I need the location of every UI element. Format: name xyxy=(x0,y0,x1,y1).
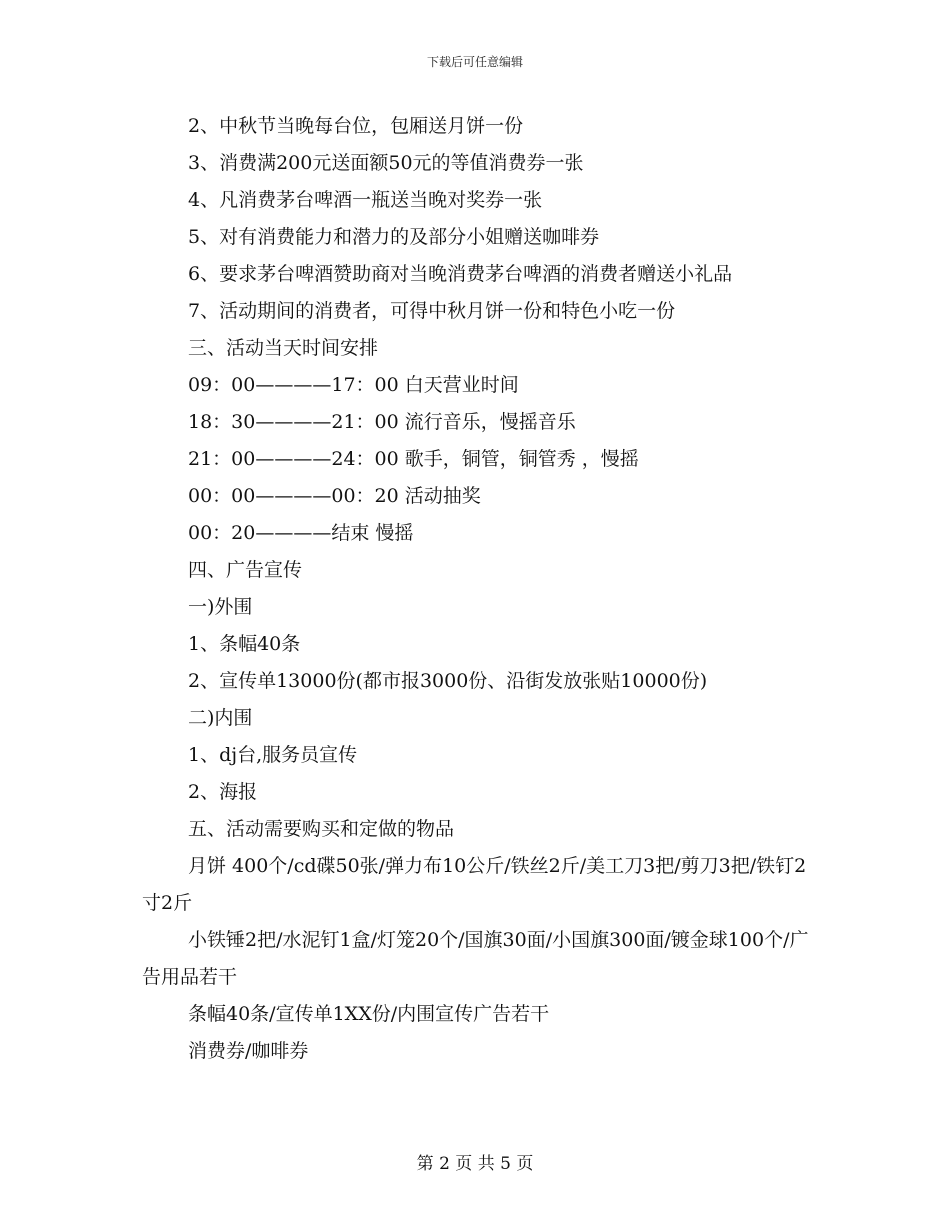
section-heading: 五、活动需要购买和定做的物品 xyxy=(188,818,455,840)
section-heading: 三、活动当天时间安排 xyxy=(188,337,379,359)
list-item: 2、海报 xyxy=(188,781,258,803)
subsection-heading: 一)外围 xyxy=(188,596,253,618)
list-item: 1、dj台,服务员宣传 xyxy=(188,744,358,766)
schedule-item: 00：20————结束 慢摇 xyxy=(188,522,414,544)
list-item: 4、凡消费茅台啤酒一瓶送当晚对奖券一张 xyxy=(188,189,543,211)
list-item: 5、对有消费能力和潜力的及部分小姐赠送咖啡券 xyxy=(188,226,600,248)
schedule-item: 00：00————00：20 活动抽奖 xyxy=(188,485,481,507)
list-item: 2、宣传单13000份(都市报3000份、沿街发放张贴10000份) xyxy=(188,670,708,692)
paragraph: 月饼 400个/cd碟50张/弹力布10公斤/铁丝2斤/美工刀3把/剪刀3把/铁钉2寸2斤 xyxy=(142,855,807,914)
list-item: 2、中秋节当晚每台位，包厢送月饼一份 xyxy=(188,115,524,137)
page-footer: 第 2 页 共 5 页 xyxy=(416,1154,534,1174)
list-item: 7、活动期间的消费者，可得中秋月饼一份和特色小吃一份 xyxy=(188,300,676,322)
paragraph: 条幅40条/宣传单1XX份/内围宣传广告若干 xyxy=(188,1003,550,1025)
section-heading: 四、广告宣传 xyxy=(188,559,303,581)
page-header: 下载后可任意编辑 xyxy=(426,55,523,69)
schedule-item: 21：00————24：00 歌手，铜管，铜管秀 ，慢摇 xyxy=(188,448,639,470)
schedule-item: 09：00————17：00 白天营业时间 xyxy=(188,374,519,396)
list-item: 6、要求茅台啤酒赞助商对当晚消费茅台啤酒的消费者赠送小礼品 xyxy=(188,263,733,285)
paragraph: 消费券/咖啡券 xyxy=(188,1040,309,1062)
paragraph: 小铁锤2把/水泥钉1盒/灯笼20个/国旗30面/小国旗300面/镀金球100个/广告用品若干 xyxy=(142,929,809,988)
list-item: 1、条幅40条 xyxy=(188,633,301,655)
document-body xyxy=(142,108,810,1070)
list-item: 3、消费满200元送面额50元的等值消费券一张 xyxy=(188,152,584,174)
schedule-item: 18：30————21：00 流行音乐，慢摇音乐 xyxy=(188,411,576,433)
subsection-heading: 二)内围 xyxy=(188,707,253,729)
